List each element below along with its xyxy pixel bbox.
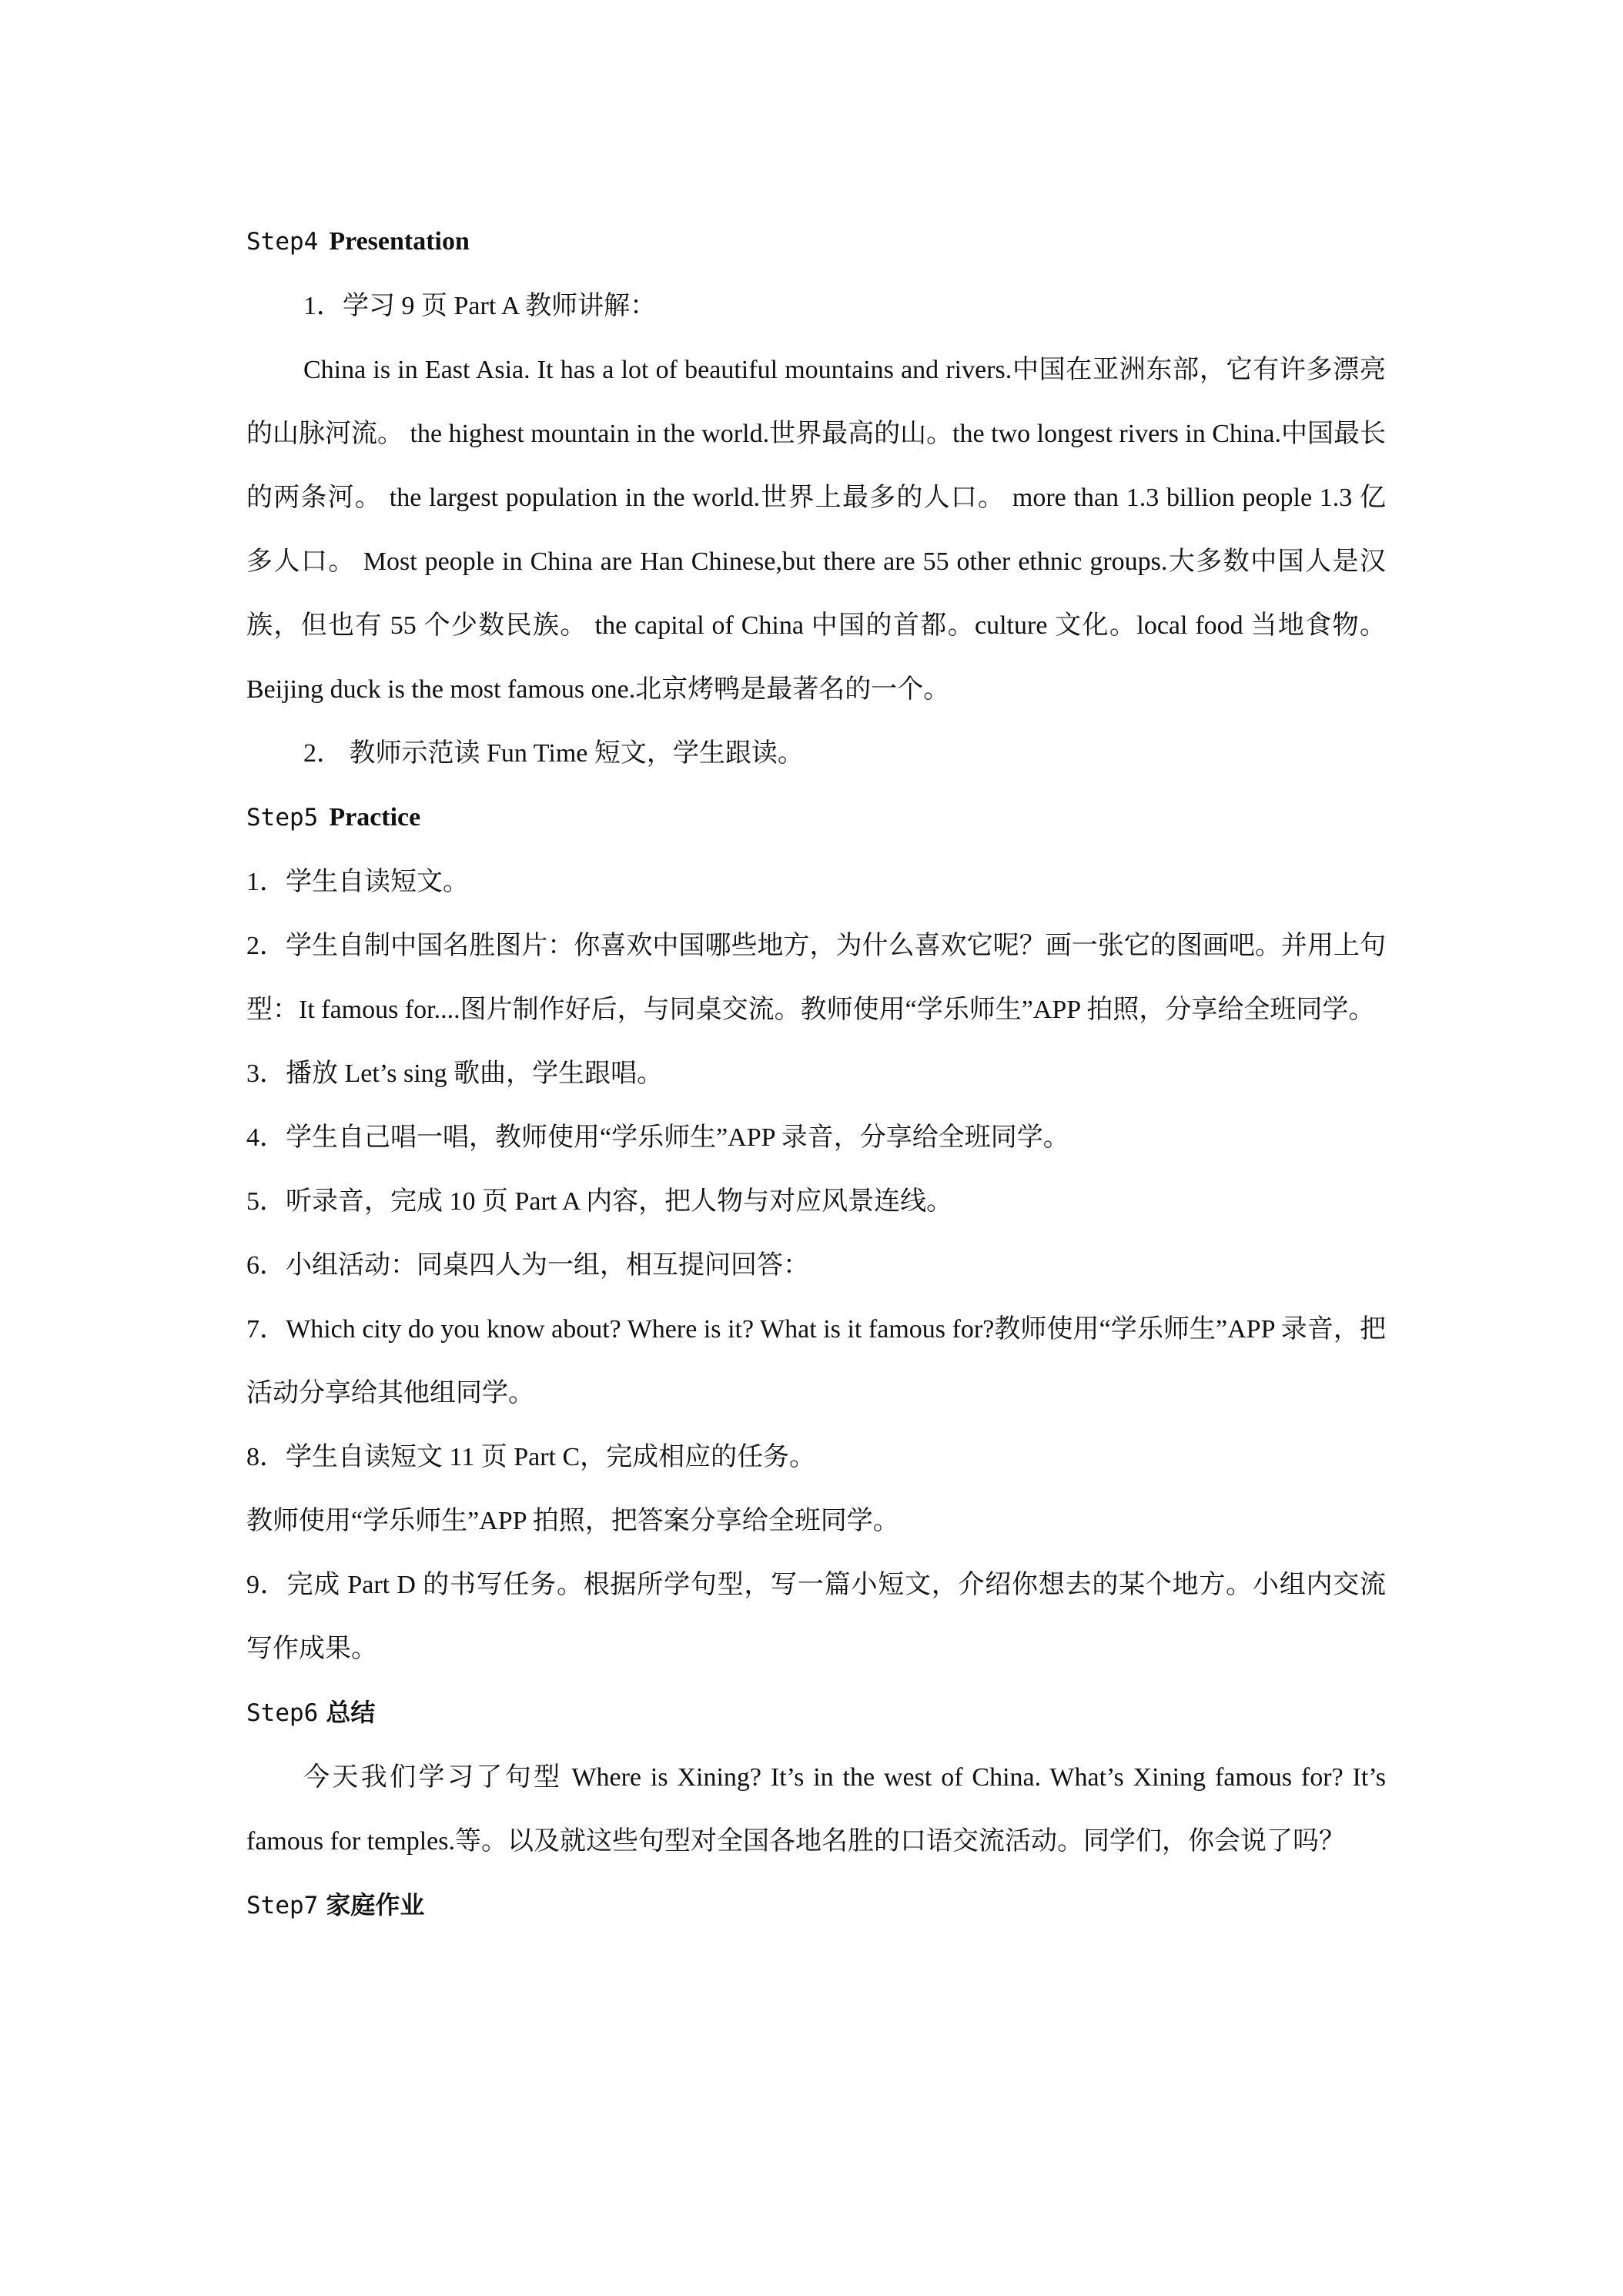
step5-item: 教师使用“学乐师生”APP 拍照，把答案分享给全班同学。	[246, 1507, 899, 1535]
step5-item: 4．学生自己唱一唱，教师使用“学乐师生”APP 录音，分享给全班同学。	[246, 1123, 1069, 1152]
step6-number: Step6	[246, 1699, 319, 1727]
step4-number: Step4	[246, 228, 319, 256]
step4-paragraph: China is in East Asia. It has a lot of beautiful mountains and rivers.中国在亚洲东部，它有许多漂亮的山脉河流。 the highest mountain in the world.世界最高的山。the two longest rivers in China.中国最长的两条河。 the largest population in the world.世界上最多的人口。 more than 1.3 billion people 1.3 亿多人口。 Most people in China are Han Chinese,but there are 55 other ethnic groups.大多数中国人是汉族，但也有 55 个少数民族。 the capital of China 中国的首都。culture 文化。local food 当地食物。 Beijing duck is the most famous one.北京烤鸭是最著名的一个。	[246, 356, 1386, 704]
step5-title: Practice	[329, 803, 421, 832]
step6-heading	[246, 1681, 1386, 1745]
step7-number: Step7	[246, 1892, 319, 1919]
step6-paragraph: 今天我们学习了句型 Where is Xining? It’s in the west of China. What’s Xining famous for? It’s famous for temples.等。以及就这些句型对全国各地名胜的口语交流活动。同学们，你会说了吗？	[246, 1763, 1386, 1856]
step4-item-2: 2． 教师示范读 Fun Time 短文，学生跟读。	[303, 739, 804, 768]
step4-heading	[246, 209, 1386, 274]
step5-item: 5．听录音，完成 10 页 Part A 内容，把人物与对应风景连线。	[246, 1187, 953, 1216]
step4-title: Presentation	[329, 227, 470, 256]
step5-item: 3．播放 Let’s sing 歌曲，学生跟唱。	[246, 1059, 664, 1088]
step5-item: 8．学生自读短文 11 页 Part C，完成相应的任务。	[246, 1443, 816, 1471]
step5-heading	[246, 785, 1386, 850]
step5-number: Step5	[246, 804, 319, 832]
step5-item: 1．学生自读短文。	[246, 868, 469, 896]
step4-item-1: 1．学习 9 页 Part A 教师讲解：	[303, 292, 657, 320]
step7-title: 家庭作业	[326, 1890, 425, 1919]
step7-heading	[246, 1873, 1386, 1938]
step5-item: 2．学生自制中国名胜图片：你喜欢中国哪些地方，为什么喜欢它呢？画一张它的图画吧。并用上句型：It famous for....图片制作好后，与同桌交流。教师使用“学乐师生”APP 拍照，分享给全班同学。	[246, 932, 1386, 1024]
step5-item: 9．完成 Part D 的书写任务。根据所学句型，写一篇小短文，介绍你想去的某个地方。小组内交流写作成果。	[246, 1571, 1386, 1663]
document-body	[246, 209, 1386, 1938]
step5-item: 7．Which city do you know about? Where is it? What is it famous for?教师使用“学乐师生”APP 录音，把活动分享给其他组同学。	[246, 1315, 1386, 1407]
step6-title: 总结	[326, 1698, 376, 1727]
step5-item: 6．小组活动：同桌四人为一组，相互提问回答：	[246, 1251, 809, 1280]
